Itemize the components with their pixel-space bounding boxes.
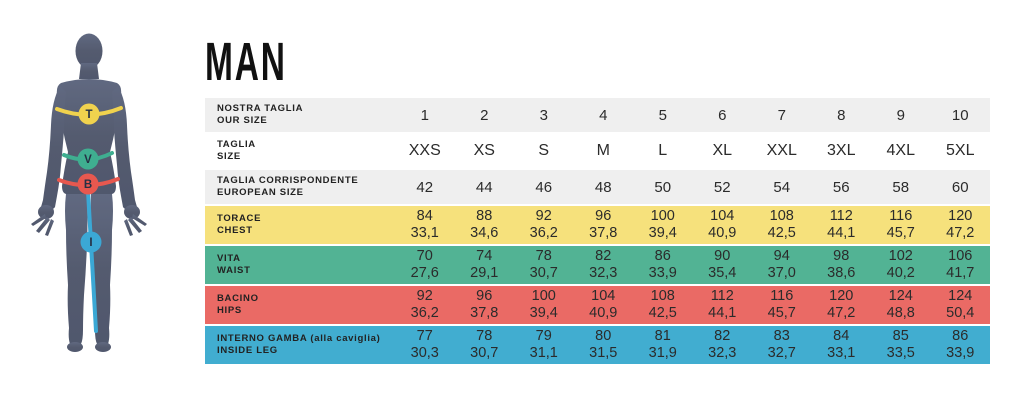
value: 1 (420, 106, 429, 124)
value-inches: 48,8 (886, 305, 915, 321)
cell-european-size-col8 (812, 170, 872, 204)
cell-waist-col3 (514, 246, 574, 284)
cell-european-size-col7 (752, 170, 812, 204)
row-label-secondary: HIPS (217, 305, 242, 316)
cell-hips-col1 (395, 286, 455, 324)
cell-our-size-col1 (395, 98, 455, 132)
value-inches: 41,7 (946, 265, 975, 281)
table-row-chest (205, 206, 990, 244)
cell-european-size-col6 (693, 170, 753, 204)
row-label-european-size (205, 170, 395, 204)
row-label-our-size (205, 98, 395, 132)
cell-our-size-col5 (633, 98, 693, 132)
cell-size-col8 (812, 134, 872, 168)
cell-european-size-col4 (574, 170, 634, 204)
value-inches: 45,7 (886, 225, 915, 241)
value: 8 (837, 106, 846, 124)
value-inches: 32,3 (589, 265, 618, 281)
value-inches: 29,1 (470, 265, 499, 281)
row-label-primary: BACINO (217, 292, 259, 304)
value-inches: 37,8 (470, 305, 499, 321)
cell-chest-col2 (455, 206, 515, 244)
value-cm: 116 (889, 208, 913, 224)
value: 52 (713, 178, 731, 196)
cell-size-col7 (752, 134, 812, 168)
value-cm: 112 (710, 288, 734, 304)
value: L (658, 142, 668, 159)
body-figure (0, 0, 200, 400)
cell-chest-col1 (395, 206, 455, 244)
cell-waist-col5 (633, 246, 693, 284)
value: XS (473, 142, 495, 159)
cell-chest-col4 (574, 206, 634, 244)
row-label-waist (205, 246, 395, 284)
cell-hips-col6 (693, 286, 753, 324)
chest-letter: T (85, 109, 93, 121)
value-cm: 96 (595, 208, 612, 224)
row-label-secondary: INSIDE LEG (217, 345, 278, 356)
cell-inside-leg-col5 (633, 326, 693, 364)
row-label-primary: TORACE (217, 212, 262, 224)
value: 44 (475, 178, 493, 196)
value: 42 (416, 178, 434, 196)
cell-chest-col6 (693, 206, 753, 244)
cell-european-size-col2 (455, 170, 515, 204)
value-inches: 31,9 (648, 345, 677, 361)
hips-letter: B (83, 179, 93, 191)
value-inches: 47,2 (946, 225, 975, 241)
value: 3XL (827, 142, 856, 159)
cell-size-col10 (931, 134, 991, 168)
cell-size-col4 (574, 134, 634, 168)
value: XXS (408, 142, 441, 159)
cell-our-size-col6 (693, 98, 753, 132)
value-inches: 42,5 (648, 305, 677, 321)
row-label-secondary: EUROPEAN SIZE (217, 187, 304, 198)
value-cm: 84 (416, 208, 433, 224)
cell-size-col3 (514, 134, 574, 168)
page-title: MAN (205, 32, 287, 92)
value-cm: 100 (531, 288, 556, 304)
cell-our-size-col7 (752, 98, 812, 132)
value-inches: 34,6 (470, 225, 499, 241)
value-inches: 32,3 (708, 345, 737, 361)
value-inches: 39,4 (648, 225, 677, 241)
value-cm: 100 (650, 208, 675, 224)
value: 5 (658, 106, 667, 124)
value-inches: 47,2 (827, 305, 856, 321)
cell-our-size-col8 (812, 98, 872, 132)
value-inches: 33,9 (946, 345, 975, 361)
value: 54 (773, 178, 791, 196)
value: 48 (594, 178, 612, 196)
cell-hips-col10 (931, 286, 991, 324)
value: 4XL (886, 142, 915, 159)
cell-our-size-col9 (871, 98, 931, 132)
row-label-inside-leg (205, 326, 395, 364)
value-inches: 30,7 (529, 265, 558, 281)
row-label-chest (205, 206, 395, 244)
cell-our-size-col10 (931, 98, 991, 132)
cell-waist-col2 (455, 246, 515, 284)
value-cm: 90 (714, 248, 731, 264)
value-cm: 124 (948, 288, 973, 304)
row-label-secondary: CHEST (217, 225, 253, 236)
cell-chest-col3 (514, 206, 574, 244)
cell-chest-col8 (812, 206, 872, 244)
value-inches: 40,9 (589, 305, 618, 321)
value: 5XL (946, 142, 975, 159)
value: XXL (766, 142, 797, 159)
cell-waist-col4 (574, 246, 634, 284)
value-inches: 39,4 (529, 305, 558, 321)
row-label-primary: INTERNO GAMBA (alla caviglia) (217, 332, 381, 344)
value: 10 (951, 106, 969, 124)
cell-waist-col9 (871, 246, 931, 284)
value: XL (712, 142, 733, 159)
cell-waist-col10 (931, 246, 991, 284)
value-cm: 77 (416, 328, 433, 344)
row-label-secondary: SIZE (217, 151, 241, 162)
value-inches: 37,0 (767, 265, 796, 281)
value-cm: 106 (948, 248, 973, 264)
cell-chest-col9 (871, 206, 931, 244)
value-cm: 83 (773, 328, 790, 344)
table-row-inside-leg (205, 326, 990, 364)
value: 9 (896, 106, 905, 124)
value-inches: 32,7 (767, 345, 796, 361)
value: 3 (539, 106, 548, 124)
value-cm: 120 (948, 208, 973, 224)
value-inches: 36,2 (410, 305, 439, 321)
cell-size-col2 (455, 134, 515, 168)
cell-hips-col7 (752, 286, 812, 324)
cell-hips-col3 (514, 286, 574, 324)
value-cm: 80 (595, 328, 612, 344)
value-inches: 40,2 (886, 265, 915, 281)
value-inches: 33,5 (886, 345, 915, 361)
cell-hips-col8 (812, 286, 872, 324)
value-inches: 33,9 (648, 265, 677, 281)
table-row-waist (205, 246, 990, 284)
table-row-size (205, 134, 990, 168)
value-inches: 44,1 (708, 305, 737, 321)
value-cm: 108 (650, 288, 675, 304)
cell-inside-leg-col6 (693, 326, 753, 364)
value-cm: 112 (829, 208, 853, 224)
value-cm: 102 (888, 248, 913, 264)
value-inches: 36,2 (529, 225, 558, 241)
cell-european-size-col3 (514, 170, 574, 204)
waist-letter: V (84, 154, 92, 166)
value-cm: 92 (416, 288, 433, 304)
cell-size-col5 (633, 134, 693, 168)
cell-waist-col1 (395, 246, 455, 284)
value-cm: 81 (654, 328, 671, 344)
row-label-primary: TAGLIA CORRISPONDENTE (217, 174, 359, 186)
value-inches: 50,4 (946, 305, 975, 321)
cell-inside-leg-col8 (812, 326, 872, 364)
cell-inside-leg-col1 (395, 326, 455, 364)
row-label-primary: NOSTRA TAGLIA (217, 102, 304, 114)
value-inches: 30,7 (470, 345, 499, 361)
value-cm: 94 (773, 248, 790, 264)
row-label-secondary: WAIST (217, 265, 251, 276)
cell-european-size-col1 (395, 170, 455, 204)
value: 7 (777, 106, 786, 124)
value-inches: 27,6 (410, 265, 439, 281)
cell-size-col9 (871, 134, 931, 168)
value-inches: 35,4 (708, 265, 737, 281)
cell-waist-col7 (752, 246, 812, 284)
cell-our-size-col3 (514, 98, 574, 132)
value: S (538, 142, 550, 159)
cell-european-size-col5 (633, 170, 693, 204)
cell-chest-col5 (633, 206, 693, 244)
value-inches: 33,1 (410, 225, 439, 241)
value-inches: 38,6 (827, 265, 856, 281)
value-inches: 42,5 (767, 225, 796, 241)
row-label-size (205, 134, 395, 168)
value-inches: 31,1 (529, 345, 558, 361)
cell-size-col1 (395, 134, 455, 168)
value-inches: 31,5 (589, 345, 618, 361)
cell-inside-leg-col4 (574, 326, 634, 364)
value-cm: 78 (476, 328, 493, 344)
value: 46 (535, 178, 553, 196)
value-cm: 78 (535, 248, 552, 264)
row-label-hips (205, 286, 395, 324)
body-silhouette-svg (0, 0, 200, 400)
value: M (596, 142, 610, 159)
value: 2 (480, 106, 489, 124)
cell-waist-col6 (693, 246, 753, 284)
value-cm: 116 (770, 288, 794, 304)
inside-leg-letter: I (89, 237, 93, 249)
table-row-european-size (205, 170, 990, 204)
value: 4 (599, 106, 608, 124)
value-cm: 108 (769, 208, 794, 224)
value: 50 (654, 178, 672, 196)
cell-our-size-col2 (455, 98, 515, 132)
value-cm: 92 (535, 208, 552, 224)
value-cm: 96 (476, 288, 493, 304)
value-cm: 120 (829, 288, 854, 304)
cell-hips-col9 (871, 286, 931, 324)
row-label-primary: TAGLIA (217, 138, 256, 150)
value-inches: 30,3 (410, 345, 439, 361)
cell-our-size-col4 (574, 98, 634, 132)
cell-inside-leg-col2 (455, 326, 515, 364)
row-label-primary: VITA (217, 252, 241, 264)
value-cm: 98 (833, 248, 850, 264)
value-cm: 70 (416, 248, 433, 264)
value-cm: 88 (476, 208, 493, 224)
cell-hips-col2 (455, 286, 515, 324)
value-inches: 45,7 (767, 305, 796, 321)
value-cm: 104 (591, 288, 616, 304)
value-inches: 37,8 (589, 225, 618, 241)
value-cm: 124 (888, 288, 913, 304)
cell-inside-leg-col10 (931, 326, 991, 364)
cell-inside-leg-col7 (752, 326, 812, 364)
value: 6 (718, 106, 727, 124)
cell-hips-col5 (633, 286, 693, 324)
value: 60 (951, 178, 969, 196)
value-cm: 79 (535, 328, 552, 344)
value-cm: 86 (952, 328, 969, 344)
cell-hips-col4 (574, 286, 634, 324)
value-inches: 33,1 (827, 345, 856, 361)
value-cm: 74 (476, 248, 493, 264)
value-cm: 86 (654, 248, 671, 264)
cell-size-col6 (693, 134, 753, 168)
value-cm: 85 (892, 328, 909, 344)
value-inches: 40,9 (708, 225, 737, 241)
size-table (205, 98, 990, 366)
cell-european-size-col10 (931, 170, 991, 204)
cell-inside-leg-col3 (514, 326, 574, 364)
row-label-secondary: OUR SIZE (217, 115, 268, 126)
table-row-our-size (205, 98, 990, 132)
value: 58 (892, 178, 910, 196)
table-row-hips (205, 286, 990, 324)
cell-chest-col10 (931, 206, 991, 244)
value: 56 (832, 178, 850, 196)
value-cm: 104 (710, 208, 735, 224)
cell-waist-col8 (812, 246, 872, 284)
value-cm: 82 (595, 248, 612, 264)
value-cm: 82 (714, 328, 731, 344)
value-inches: 44,1 (827, 225, 856, 241)
cell-chest-col7 (752, 206, 812, 244)
cell-european-size-col9 (871, 170, 931, 204)
cell-inside-leg-col9 (871, 326, 931, 364)
value-cm: 84 (833, 328, 850, 344)
